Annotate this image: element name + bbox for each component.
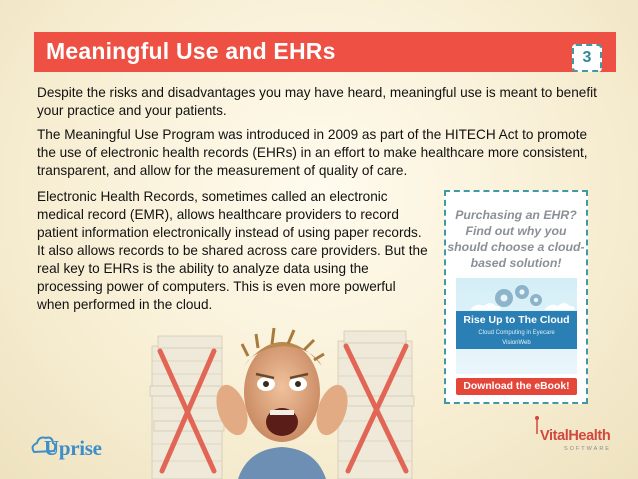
- paperwork-image: [148, 326, 416, 479]
- slide-title: Meaningful Use and EHRs: [46, 38, 336, 64]
- intro-paragraph: Despite the risks and disadvantages you may have heard, meaningful use is meant to benefit your practice and your patients.: [37, 85, 597, 118]
- cover-brand: VisionWeb: [502, 340, 531, 346]
- title-bar: [34, 32, 616, 72]
- cover-title: Rise Up to The Cloud: [463, 314, 570, 326]
- uprise-logo: [30, 430, 110, 462]
- gears-icon: [456, 280, 577, 314]
- download-ebook-button[interactable]: Download the eBook!: [456, 378, 577, 395]
- stressed-man-photo: [148, 326, 416, 479]
- vitalhealth-logo-subtext: SOFTWARE: [564, 446, 611, 452]
- promo-question: Purchasing an EHR? Find out why you should choose a cloud-based solution!: [447, 208, 585, 270]
- page-number-badge: 3: [572, 44, 602, 72]
- uprise-logo-text: Uprise: [44, 436, 102, 460]
- vitalhealth-logo: [532, 424, 616, 464]
- ebook-promo-box: [444, 190, 588, 404]
- vitalhealth-logo-text: VitalHealth: [540, 428, 611, 444]
- cover-subtitle: Cloud Computing in Eyecare: [478, 330, 555, 336]
- ebook-cover[interactable]: [456, 278, 577, 374]
- program-paragraph: The Meaningful Use Program was introduced in 2009 as part of the HITECH Act to promote the use of electronic health records (EHRs) in an effort to make healthcare more consistent, transparent, and allow for the measurement of quality of care.: [37, 127, 588, 178]
- ehr-paragraph: Electronic Health Records, sometimes called an electronic medical record (EMR), allows healthcare providers to record patient information electronically instead of using paper records. It also allows records to be shared across care providers. But the real key to EHRs is the ability to analyze data using the processing power of computers. This is even more powerful when performed in the cloud.: [37, 189, 428, 312]
